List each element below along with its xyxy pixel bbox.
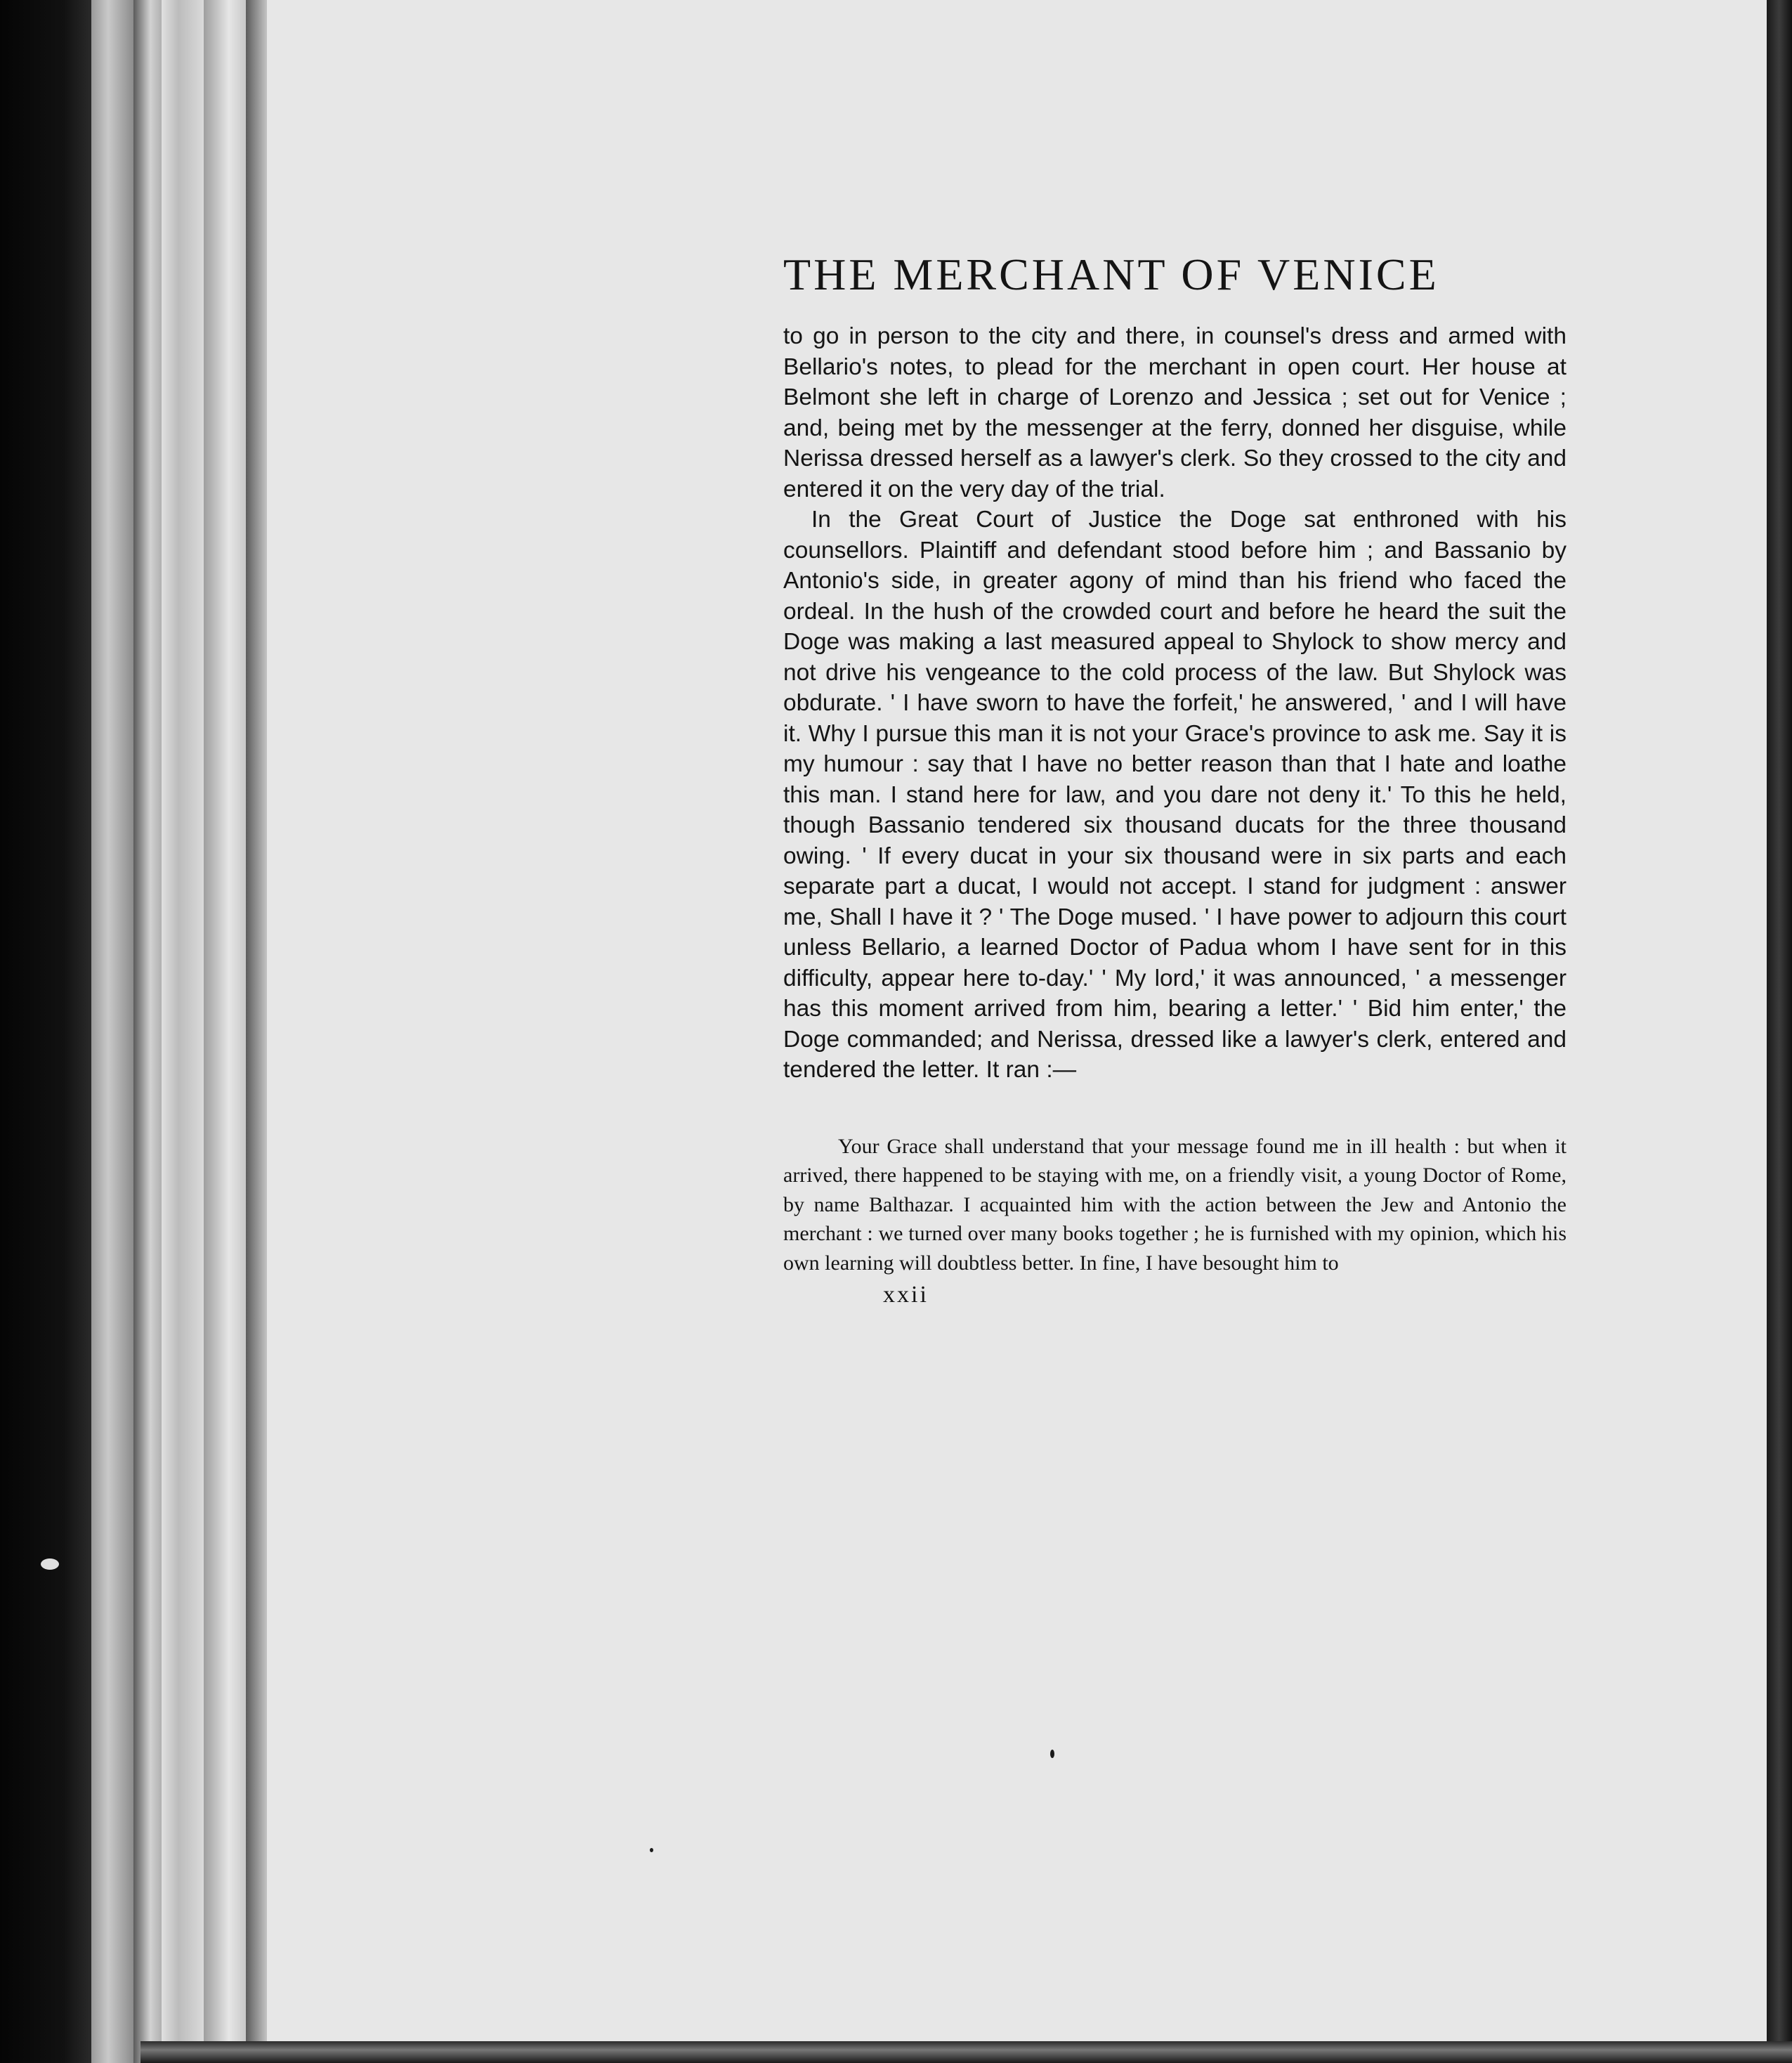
text-block <box>783 235 1567 1308</box>
page-stack-edge <box>162 0 204 2063</box>
body-paragraph: to go in person to the city and there, in counsel's dress and armed with Bellario's notes, to plead for the merchant in open court. Her house at Belmont she left in charge of Lorenzo and Jessica ; set out for Venice ; and, being met by the messenger at the ferry, donned her disguise, while Nerissa dressed herself as a lawyer's clerk. So they crossed to the city and entered it on the very day of the trial. <box>783 323 1567 502</box>
running-title: THE MERCHANT OF VENICE <box>783 249 1439 299</box>
quoted-letter: Your Grace shall understand that your message found me in ill health : but when it arrived, there happened to be staying with me, on a friendly visit, a young Doctor of Rome, by name Balthazar. I acquainted him with the action between the Jew and Antonio the merchant : we turned over many books together ; he is furnished with my opinion, which his own learning will doubtless better. In fine, I have besought him to <box>783 1134 1567 1275</box>
page-stack-edge <box>133 0 162 2063</box>
scan-background-left <box>0 0 91 2063</box>
page-stack-edge <box>91 0 133 2063</box>
print-speck <box>1050 1750 1054 1758</box>
scan-background-bottom <box>140 2041 1792 2063</box>
scan-background-right <box>1767 0 1792 2063</box>
page-number: xxii <box>883 1282 929 1308</box>
body-paragraph: In the Great Court of Justice the Doge sat enthroned with his counsellors. Plaintiff and defendant stood before him ; and Bassanio by Antonio's side, in greater agony of mind than his friend who faced the ordeal. In the hush of the crowded court and before he heard the suit the Doge was making a last measured appeal to Shylock to show mercy and not drive his vengeance to the cold process of the law. But Shylock was obdurate. ' I have sworn to have the forfeit,' he answered, ' and I will have it. Why I pursue this man it is not your Grace's province to ask me. Say it is my humour : say that I have no better reason than that I hate and loathe this man. I stand here for law, and you dare not deny it.' To this he held, though Bassanio tendered six thousand ducats for the three thousand owing. ' If every ducat in your six thousand were in six parts and each separate part a ducat, I would not accept. I stand for judgment : answer me, Shall I have it ? ' The Doge mused. ' I have power to adjourn this court unless Bellario, a learned Doctor of Padua whom I have sent for in this difficulty, appear here to-day.' ' My lord,' it was announced, ' a messenger has this moment arrived from him, bearing a letter.' ' Bid him enter,' the Doge commanded; and Nerissa, dressed like a lawyer's clerk, entered and tendered the letter. It ran :— <box>783 507 1567 1083</box>
page-stack-edge <box>246 0 267 2063</box>
print-speck <box>650 1848 653 1852</box>
page-stack-edge <box>204 0 246 2063</box>
scan-artifact <box>41 1558 59 1570</box>
